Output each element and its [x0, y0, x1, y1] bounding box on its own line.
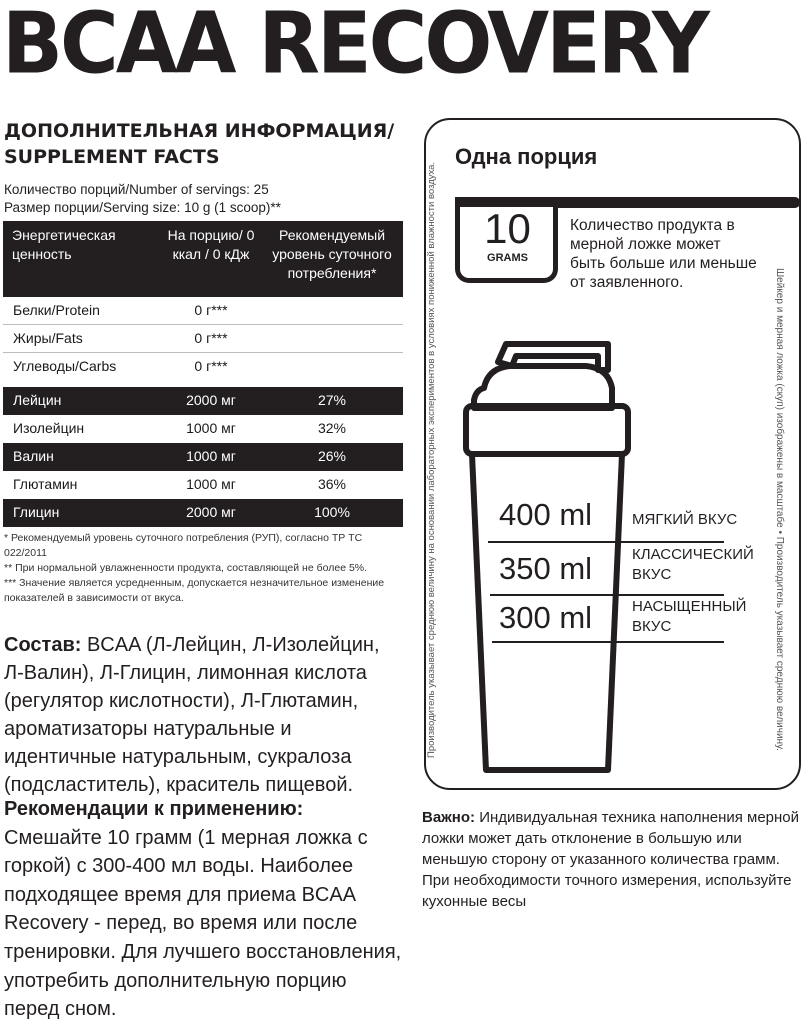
vertical-note-left: Производитель указывает среднюю величину на основании лабораторных экспериментов в условиях пониженной влажности воздуха.: [426, 161, 437, 758]
row-rup: 32%: [317, 420, 347, 436]
scoop-amount: 10: [484, 205, 531, 252]
scoop-handle: [558, 197, 800, 208]
row-value: 1000 мг: [186, 448, 236, 464]
table-row: [3, 297, 403, 325]
composition-label: Состав:: [4, 634, 82, 656]
table-row: [3, 387, 403, 415]
footnote-2: ** При нормальной увлажненности продукта, составляющей не более 5%.: [4, 562, 368, 574]
header-per-serving: На порцию/ 0 ккал / 0 кДж: [167, 227, 255, 262]
footnote-3: *** Значение является усредненным, допускается незначительное изменение показателей в зависимости от вкуса.: [4, 577, 385, 604]
row-value: 1000 мг: [186, 420, 236, 436]
row-value: 2000 мг: [186, 392, 236, 408]
table-row: [3, 443, 403, 471]
heading-line-ru: ДОПОЛНИТЕЛЬНАЯ ИНФОРМАЦИЯ/: [4, 120, 395, 142]
row-name: Валин: [13, 448, 54, 464]
important-note: [422, 807, 802, 912]
row-value: 2000 мг: [186, 504, 236, 520]
table-header: [3, 221, 403, 297]
supplement-facts-heading: [4, 118, 404, 170]
row-name: Глицин: [13, 504, 60, 520]
product-title: BCAA RECOVERY: [2, 0, 707, 93]
table-row: [3, 415, 403, 443]
row-rup: 26%: [317, 448, 347, 464]
row-value: 0 г***: [194, 330, 228, 346]
heading-line-en: SUPPLEMENT FACTS: [4, 146, 220, 168]
level-line-350: [490, 594, 724, 596]
table-row: [3, 353, 403, 381]
level-ml-300: 300 ml: [499, 600, 593, 635]
recommendations-text: Смешайте 10 грамм (1 мерная ложка с горкой) с 300-400 мл воды. Наиболее подходящее время для приема BCAA Recovery - перед, во время или после тренировки. Для лучшего восстановления, употребить дополнительную порцию перед сном.: [4, 826, 402, 1021]
row-name: Глютамин: [13, 476, 78, 492]
row-name: Углеводы/Carbs: [13, 358, 117, 374]
header-energy: Энергетическая ценность: [12, 227, 116, 262]
table-row: [3, 325, 403, 353]
vertical-note-right: Шейкер и мерная ложка (скуп) изображены в масштабе • Производитель указывает среднюю величину.: [774, 268, 785, 751]
row-name: Изолейцин: [13, 420, 85, 436]
row-value: 0 г***: [194, 302, 228, 318]
scoop-note: Количество продукта в мерной ложке может быть больше или меньше от заявленного.: [570, 217, 757, 291]
servings-count: Количество порций/Number of servings: 25: [4, 182, 269, 197]
row-rup: 100%: [314, 504, 350, 520]
row-value: 0 г***: [194, 358, 228, 374]
scoop-unit: GRAMS: [487, 252, 528, 264]
taste-soft: МЯГКИЙ ВКУС: [632, 511, 738, 528]
taste-rich: НАСЫЩЕННЫЙ ВКУС: [632, 598, 747, 635]
row-rup: 27%: [317, 392, 347, 408]
row-value: 1000 мг: [186, 476, 236, 492]
composition: [4, 631, 404, 799]
footnotes: [4, 531, 404, 606]
important-label: Важно:: [422, 809, 476, 826]
important-text: Индивидуальная техника наполнения мерной ложки может дать отклонение в большую или меньшую сторону от указанного количества грамм. При необходимости точного измерения, используйте кухонные весы: [422, 809, 800, 910]
row-rup: 36%: [317, 476, 347, 492]
taste-classic: КЛАССИЧЕСКИЙ ВКУС: [632, 546, 754, 583]
row-name: Белки/Protein: [13, 302, 100, 318]
level-ml-350: 350 ml: [499, 551, 593, 586]
level-line-300: [492, 641, 724, 643]
recommendations: [4, 795, 404, 1024]
composition-text: BCAA (Л-Лейцин, Л-Изолейцин, Л-Валин), Л-Глицин, лимонная кислота (регулятор кислотности), Л-Глютамин, ароматизаторы натуральные и идентичные натуральным, сукралоза (подсластитель), краситель пищевой.: [4, 634, 380, 796]
row-name: Жиры/Fats: [13, 330, 83, 346]
recommendations-label: Рекомендации к применению:: [4, 798, 304, 820]
level-line-400: [488, 541, 724, 543]
portion-title: Одна порция: [455, 144, 598, 169]
serving-size: Размер порции/Serving size: 10 g (1 scoop)**: [4, 200, 281, 215]
row-name: Лейцин: [13, 392, 62, 408]
footnote-1: * Рекомендуемый уровень суточного потребления (РУП), согласно ТР ТС 022/2011: [4, 532, 363, 559]
serving-info: [4, 181, 281, 217]
level-ml-400: 400 ml: [499, 497, 593, 532]
table-row: [3, 499, 403, 527]
supplement-facts-table: [3, 221, 403, 527]
header-daily-value: Рекомендуемый уровень суточного потребления*: [272, 227, 392, 281]
table-row: [3, 471, 403, 499]
